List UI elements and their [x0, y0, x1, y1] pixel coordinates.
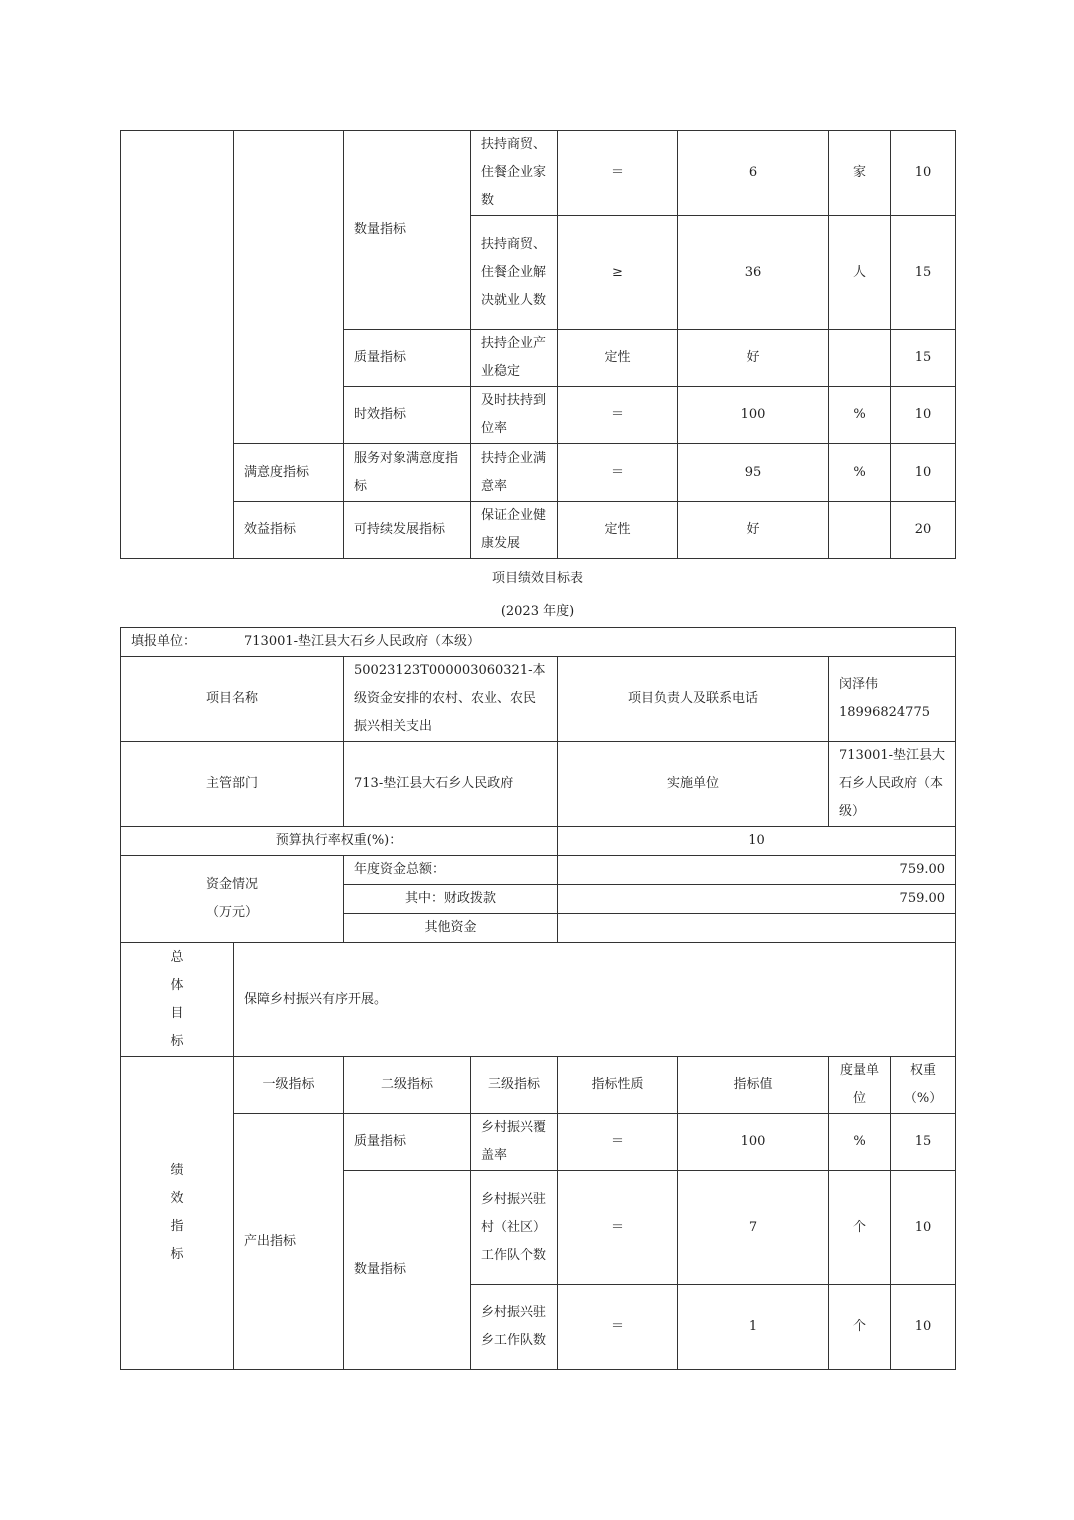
- nature-cell: ≥: [558, 216, 678, 330]
- unit-cell: %: [829, 1114, 891, 1171]
- weight-cell: 15: [891, 1114, 956, 1171]
- unit-cell: %: [829, 444, 891, 502]
- level3-cell: 数量指标: [344, 1171, 471, 1370]
- performance-table-continued: [120, 130, 956, 559]
- nature-cell: ＝: [558, 387, 678, 444]
- weight-cell: 10: [891, 1285, 956, 1370]
- char: 绩: [170, 1163, 184, 1178]
- fiscal-label: 其中：财政拨款: [344, 885, 558, 914]
- impl-label: 实施单位: [558, 742, 829, 827]
- level3-cell: 数量指标: [344, 131, 471, 330]
- weight-cell: 20: [891, 502, 956, 559]
- indicator-cell: 扶持商贸、住餐企业家数: [471, 131, 558, 216]
- value-cell: 100: [678, 1114, 829, 1171]
- nature-cell: 定性: [558, 330, 678, 387]
- column-header: 二级指标: [344, 1057, 471, 1114]
- level2-cell: 满意度指标: [234, 444, 344, 502]
- char: 标: [170, 1247, 184, 1262]
- unit-cell: 个: [829, 1285, 891, 1370]
- funds-unit: （万元）: [205, 905, 258, 920]
- contact-label: 项目负责人及联系电话: [558, 657, 829, 742]
- table-row: [121, 1114, 956, 1171]
- unit-cell: [829, 502, 891, 559]
- nature-cell: ＝: [558, 1285, 678, 1370]
- column-header: 一级指标: [234, 1057, 344, 1114]
- char: 标: [170, 1033, 184, 1049]
- table-row: [121, 657, 956, 742]
- char: 体: [170, 977, 184, 993]
- budget-weight-label: 预算执行率权重(%)：: [121, 827, 558, 856]
- contact-phone: 18996824775: [839, 705, 930, 720]
- char: 指: [170, 1219, 184, 1234]
- table-row: [121, 943, 956, 1057]
- annual-label: 年度资金总额：: [344, 856, 558, 885]
- char: 目: [170, 1005, 184, 1021]
- level3-cell: 服务对象满意度指标: [344, 444, 471, 502]
- level2-cell: 效益指标: [234, 502, 344, 559]
- table-header-row: [121, 1057, 956, 1114]
- blank-cell: [121, 131, 234, 559]
- table-row: [121, 444, 956, 502]
- table-row: [121, 742, 956, 827]
- impl-value: 713001-垫江县大石乡人民政府（本级）: [829, 742, 956, 827]
- unit-cell: 家: [829, 131, 891, 216]
- value-cell: 36: [678, 216, 829, 330]
- nature-cell: ＝: [558, 444, 678, 502]
- level3-cell: 质量指标: [344, 330, 471, 387]
- char: 效: [170, 1191, 184, 1206]
- column-header: 指标性质: [558, 1057, 678, 1114]
- column-header: 指标值: [678, 1057, 829, 1114]
- value-cell: 1: [678, 1285, 829, 1370]
- char: 总: [170, 949, 184, 965]
- column-header: 三级指标: [471, 1057, 558, 1114]
- project-name-label: 项目名称: [121, 657, 344, 742]
- weight-cell: 10: [891, 1171, 956, 1285]
- indicator-cell: 乡村振兴驻村（社区）工作队个数: [471, 1171, 558, 1285]
- fill-unit-cell: [121, 628, 956, 657]
- weight-cell: 15: [891, 216, 956, 330]
- column-header: 权重（%）: [891, 1057, 956, 1114]
- funds-label: [121, 856, 344, 943]
- fill-unit-label: 填报单位：: [131, 634, 197, 649]
- indicator-cell: 扶持商贸、住餐企业解决就业人数: [471, 216, 558, 330]
- fill-unit-value: 713001-垫江县大石乡人民政府（本级）: [244, 634, 481, 649]
- annual-value: 759.00: [558, 856, 956, 885]
- nature-cell: ＝: [558, 131, 678, 216]
- value-cell: 7: [678, 1171, 829, 1285]
- document-year: (2023 年度): [500, 604, 575, 619]
- indicator-cell: 及时扶持到位率: [471, 387, 558, 444]
- contact-name: 闵泽伟: [839, 677, 879, 692]
- indicator-cell: 扶持企业产业稳定: [471, 330, 558, 387]
- project-name-value: 50023123T000003060321-本级资金安排的农村、农业、农民振兴相关支出: [344, 657, 558, 742]
- unit-cell: [829, 330, 891, 387]
- other-value: [558, 914, 956, 943]
- table-row: [121, 856, 956, 885]
- blank-cell: [234, 131, 344, 444]
- goal-value: 保障乡村振兴有序开展。: [234, 943, 956, 1057]
- weight-cell: 10: [891, 131, 956, 216]
- value-cell: 好: [678, 330, 829, 387]
- value-cell: 好: [678, 502, 829, 559]
- performance-target-table: [120, 627, 956, 1370]
- table-row: [121, 628, 956, 657]
- document-title: 项目绩效目标表: [491, 571, 583, 586]
- goal-label: [121, 943, 234, 1057]
- indicator-cell: 保证企业健康发展: [471, 502, 558, 559]
- budget-weight-value: 10: [558, 827, 956, 856]
- weight-cell: 15: [891, 330, 956, 387]
- value-cell: 95: [678, 444, 829, 502]
- level3-cell: 质量指标: [344, 1114, 471, 1171]
- fiscal-value: 759.00: [558, 885, 956, 914]
- unit-cell: %: [829, 387, 891, 444]
- level2-cell: 产出指标: [234, 1114, 344, 1370]
- value-cell: 100: [678, 387, 829, 444]
- perf-label: [121, 1057, 234, 1370]
- unit-cell: 人: [829, 216, 891, 330]
- indicator-cell: 扶持企业满意率: [471, 444, 558, 502]
- other-label: 其他资金: [344, 914, 558, 943]
- nature-cell: ＝: [558, 1171, 678, 1285]
- weight-cell: 10: [891, 444, 956, 502]
- indicator-cell: 乡村振兴驻乡工作队数: [471, 1285, 558, 1370]
- unit-cell: 个: [829, 1171, 891, 1285]
- column-header: 度量单位: [829, 1057, 891, 1114]
- level3-cell: 可持续发展指标: [344, 502, 471, 559]
- dept-value: 713-垫江县大石乡人民政府: [344, 742, 558, 827]
- nature-cell: ＝: [558, 1114, 678, 1171]
- dept-label: 主管部门: [121, 742, 344, 827]
- weight-cell: 10: [891, 387, 956, 444]
- table-row: [121, 827, 956, 856]
- indicator-cell: 乡村振兴覆盖率: [471, 1114, 558, 1171]
- table-row: [121, 131, 956, 216]
- value-cell: 6: [678, 131, 829, 216]
- funds-title: 资金情况: [205, 877, 258, 892]
- table-row: [121, 502, 956, 559]
- nature-cell: 定性: [558, 502, 678, 559]
- level3-cell: 时效指标: [344, 387, 471, 444]
- contact-value: [829, 657, 956, 742]
